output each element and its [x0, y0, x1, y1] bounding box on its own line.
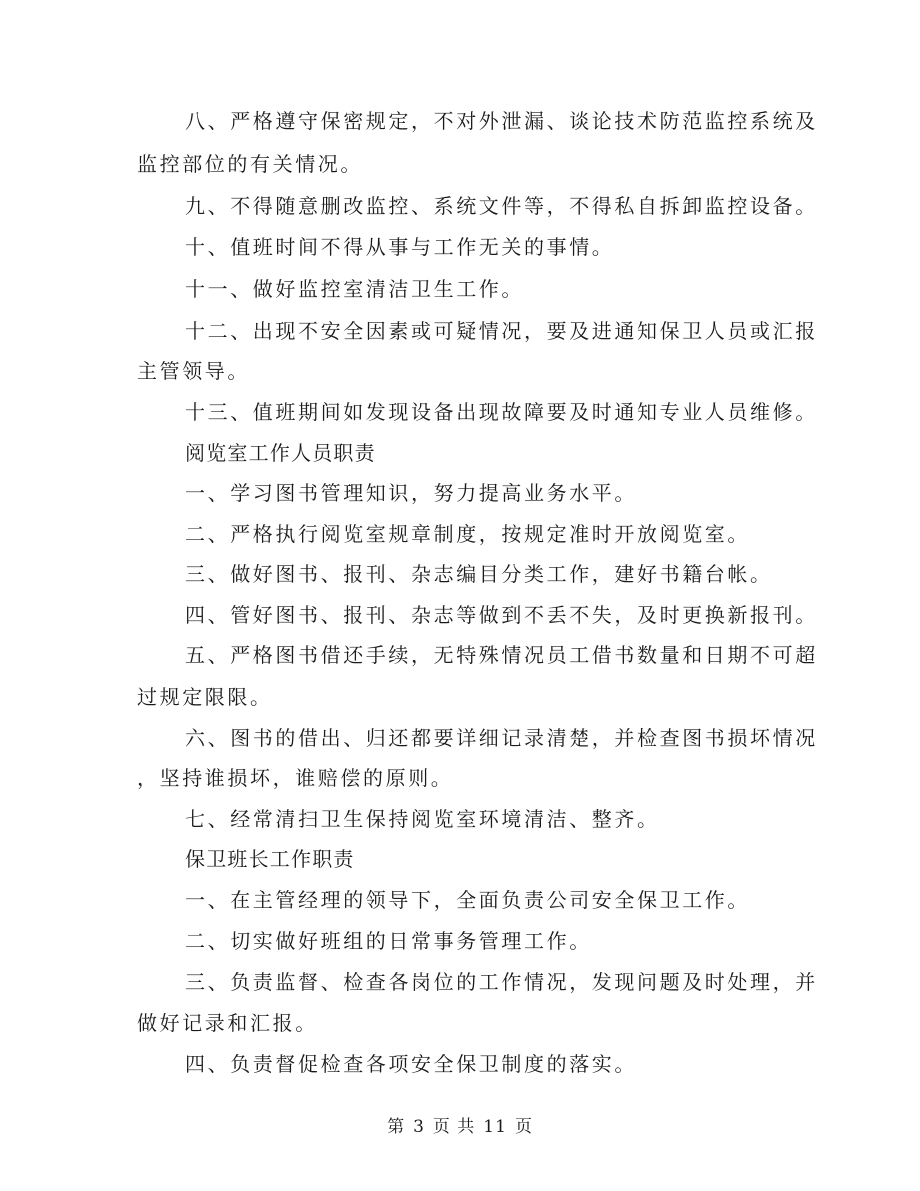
section-heading-security-leader: 保卫班长工作职责	[185, 847, 355, 871]
reading-room-item-7: 七、经常清扫卫生保持阅览室环境清洁、整齐。	[185, 807, 660, 831]
paragraph-12-line-1: 十二、出现不安全因素或可疑情况，要及进通知保卫人员或汇报	[185, 319, 818, 343]
security-item-2: 二、切实做好班组的日常事务管理工作。	[185, 929, 592, 953]
security-item-3-line-1: 三、负责监督、检查各岗位的工作情况，发现问题及时处理，并	[185, 970, 818, 994]
security-item-1: 一、在主管经理的领导下，全面负责公司安全保卫工作。	[185, 888, 750, 912]
footer-prefix: 第	[387, 1117, 406, 1137]
security-item-3-line-2: 做好记录和汇报。	[137, 1011, 318, 1035]
reading-room-item-6-line-1: 六、图书的借出、归还都要详细记录清楚，并检查图书损坏情况	[185, 726, 818, 750]
reading-room-item-5-line-1: 五、严格图书借还手续，无特殊情况员工借书数量和日期不可超	[185, 643, 818, 667]
reading-room-item-2: 二、严格执行阅览室规章制度，按规定准时开放阅览室。	[185, 522, 750, 546]
paragraph-8-line-1: 八、严格遵守保密规定，不对外泄漏、谈论技术防范监控系统及	[185, 109, 818, 133]
paragraph-10: 十、值班时间不得从事与工作无关的事情。	[185, 235, 615, 259]
reading-room-item-3: 三、做好图书、报刊、杂志编目分类工作，建好书籍台帐。	[185, 562, 773, 586]
paragraph-13: 十三、值班期间如发现设备出现故障要及时通知专业人员维修。	[185, 400, 818, 424]
reading-room-item-5-line-2: 过规定限限。	[137, 685, 273, 709]
footer-suffix: 页	[514, 1117, 533, 1137]
section-heading-reading-room: 阅览室工作人员职责	[185, 441, 376, 465]
reading-room-item-4: 四、管好图书、报刊、杂志等做到不丢不失，及时更换新报刊。	[185, 603, 818, 627]
paragraph-11: 十一、做好监控室清洁卫生工作。	[185, 277, 524, 301]
paragraph-9: 九、不得随意删改监控、系统文件等，不得私自拆卸监控设备。	[185, 194, 818, 218]
reading-room-item-6-line-2: ，坚持谁损坏，谁赔偿的原则。	[137, 766, 454, 790]
page-footer	[0, 1112, 920, 1137]
footer-total-pages: 11	[483, 1117, 507, 1137]
paragraph-8-line-2: 监控部位的有关情况。	[137, 152, 363, 176]
reading-room-item-1: 一、学习图书管理知识，努力提高业务水平。	[185, 481, 637, 505]
paragraph-12-line-2: 主管领导。	[137, 359, 250, 383]
footer-middle: 页 共	[432, 1117, 476, 1137]
footer-current-page: 3	[413, 1117, 425, 1137]
security-item-4: 四、负责督促检查各项安全保卫制度的落实。	[185, 1052, 637, 1076]
